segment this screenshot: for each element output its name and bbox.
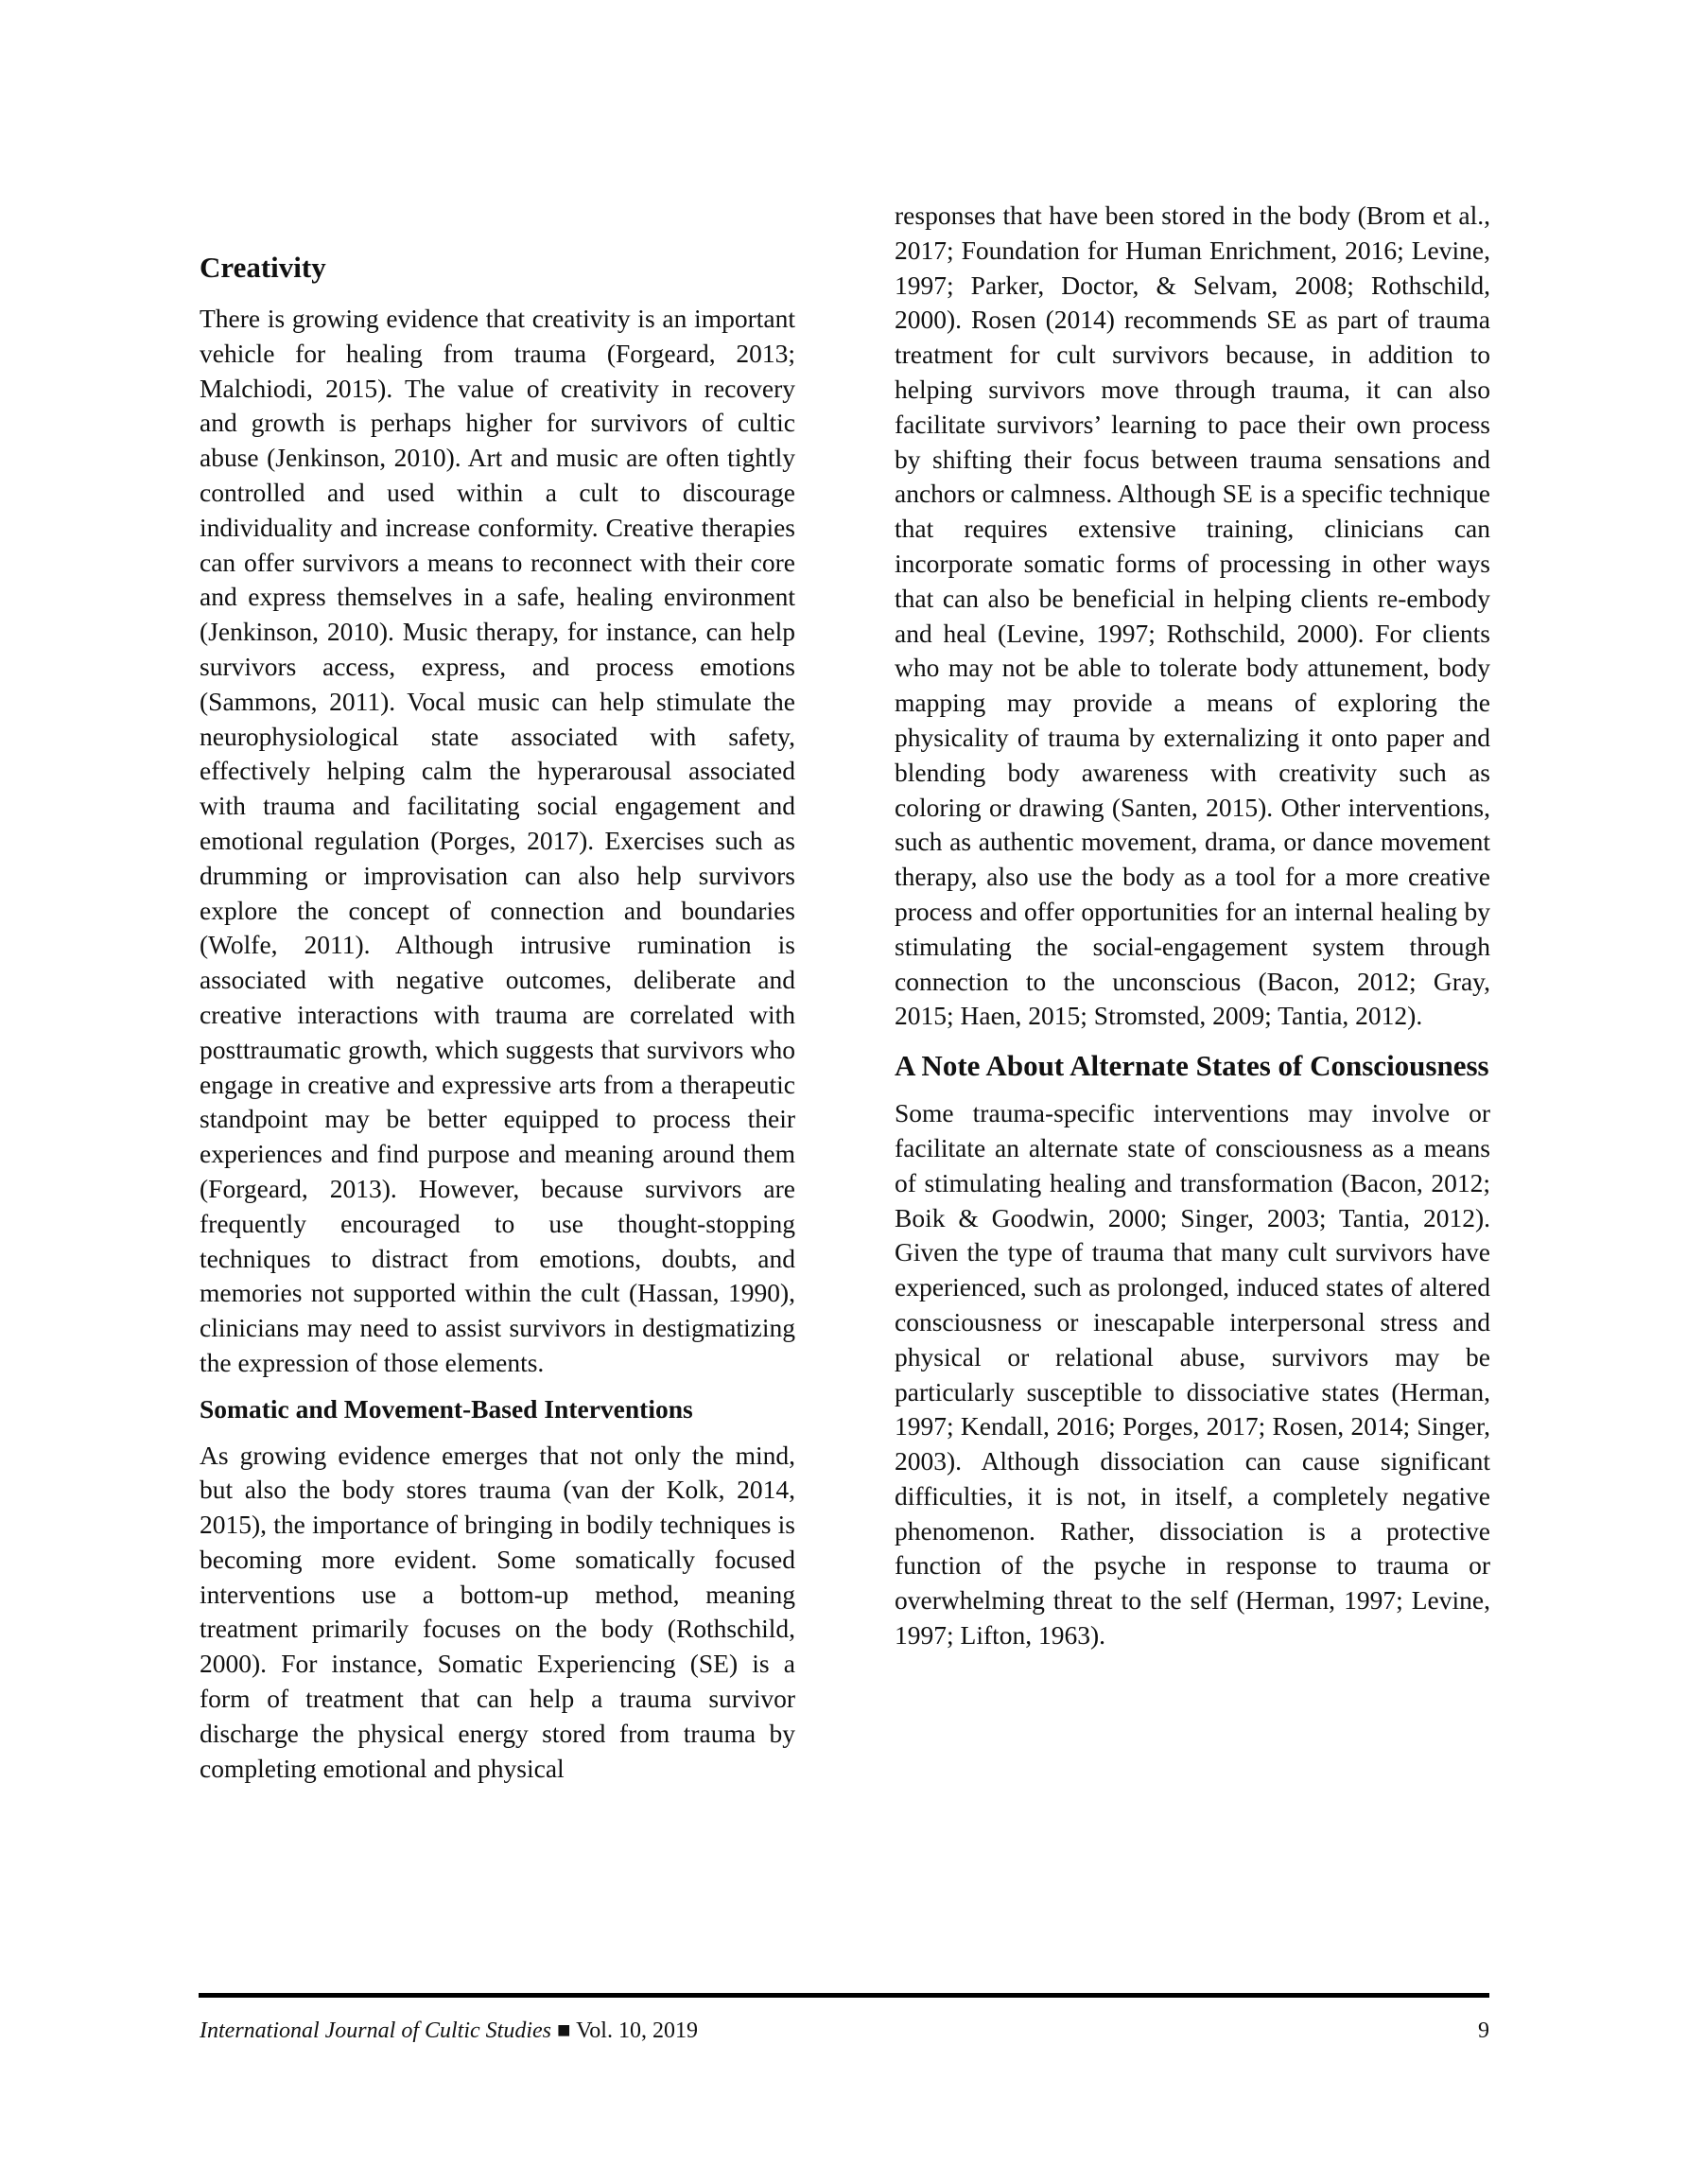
paragraph-alternate-states: Some trauma-specific interventions may involve or facilitate an alternate state of consciousness as a means of stimulating healing and transformation (Bacon, 2012; Boik & Goodwin, 2000; Singer, 2003; Tantia, 2012). Given the type of trauma that many cult survivors have experienced, such as prolonged, induced states of altered consciousness or inescapable interpersonal stress and physical or relational abuse, survivors may be particularly susceptible to dissociative states (Herman, 1997; Kendall, 2016; Porges, 2017; Rosen, 2014; Singer, 2003). Although dissociation can cause significant difficulties, it is not, in itself, a completely negative phenomenon. Rather, dissociation is a protective function of the psyche in response to trauma or overwhelming threat to the self (Herman, 1997; Levine, 1997; Lifton, 1963). (895, 1098, 1490, 1651)
paragraph-somatic: As growing evidence emerges that not only the mind, but also the body stores trauma (van der Kolk, 2014, 2015), the importance of bringing in bodily techniques is becoming more evident. Some somatically focused interventions use a bottom-up method, meaning treatment primarily focuses on the body (Rothschild, 2000). For instance, Somatic Experiencing (SE) is a form of treatment that can help a trauma survivor discharge the physical energy stored from trauma by completing emotional and physical (200, 1440, 795, 1783)
right-column (895, 199, 1490, 1653)
paragraph-creativity: There is growing evidence that creativity is an important vehicle for healing from trauma (Forgeard, 2013; Malchiodi, 2015). The value of creativity in recovery and growth is perhaps higher for survivors of cultic abuse (Jenkinson, 2010). Art and music are often tightly controlled and used within a cult to discourage individuality and increase conformity. Creative therapies can offer survivors a means to reconnect with their core and express themselves in a safe, healing environment (Jenkinson, 2010). Music therapy, for instance, can help survivors access, express, and process emotions (Sammons, 2011). Vocal music can help stimulate the neurophysiological state associated with safety, effectively helping calm the hyperarousal associated with trauma and facilitating social engagement and emotional regulation (Porges, 2017). Exercises such as drumming or improvisation can also help survivors explore the concept of connection and boundaries (Wolfe, 2011). Although intrusive rumination is associated with negative outcomes, deliberate and creative interactions with trauma are correlated with posttraumatic growth, which suggests that survivors who engage in creative and expressive arts from a therapeutic standpoint may be better equipped to process their experiences and find purpose and meaning around them (Forgeard, 2013). However, because survivors are frequently encouraged to use thought-stopping techniques to distract from emotions, doubts, and memories not supported within the cult (Hassan, 1990), clinicians may need to assist survivors in destigmatizing the expression of those elements. (200, 304, 795, 1377)
journal-title: International Journal of Cultic Studies (200, 2018, 551, 2043)
footer-rule (199, 1993, 1489, 1998)
section-heading-alternate-states: A Note About Alternate States of Consciousness (895, 1049, 1489, 1083)
subsection-heading-somatic: Somatic and Movement-Based Interventions (200, 1393, 693, 1424)
volume-info: Vol. 10, 2019 (576, 2018, 698, 2043)
page-number: 9 (1478, 2018, 1489, 2043)
page-footer (200, 2018, 1489, 2044)
left-column (200, 249, 795, 1786)
paragraph-somatic-continued: responses that have been stored in the body (Brom et al., 2017; Foundation for Human Enrichment, 2016; Levine, 1997; Parker, Doctor, & Selvam, 2008; Rothschild, 2000). Rosen (2014) recommends SE as part of trauma treatment for cult survivors because, in addition to helping survivors move through trauma, it can also facilitate survivors’ learning to pace their own process by shifting their focus between trauma sensations and anchors or calmness. Although SE is a specific technique that requires extensive training, clinicians can incorporate somatic forms of processing in other ways that can also be beneficial in helping clients re-embody and heal (Levine, 1997; Rothschild, 2000). For clients who may not be able to tolerate body attunement, body mapping may provide a means of exploring the physicality of trauma by externalizing it onto paper and blending body awareness with creativity such as coloring or drawing (Santen, 2015). Other interventions, such as authentic movement, drama, or dance movement therapy, also use the body as a tool for a more creative process and offer opportunities for an internal healing by stimulating the social-engagement system through connection to the unconscious (Bacon, 2012; Gray, 2015; Haen, 2015; Stromsted, 2009; Tantia, 2012). (895, 201, 1490, 1031)
section-heading-creativity: Creativity (200, 251, 326, 284)
footer-separator-icon: ■ (556, 2018, 571, 2043)
